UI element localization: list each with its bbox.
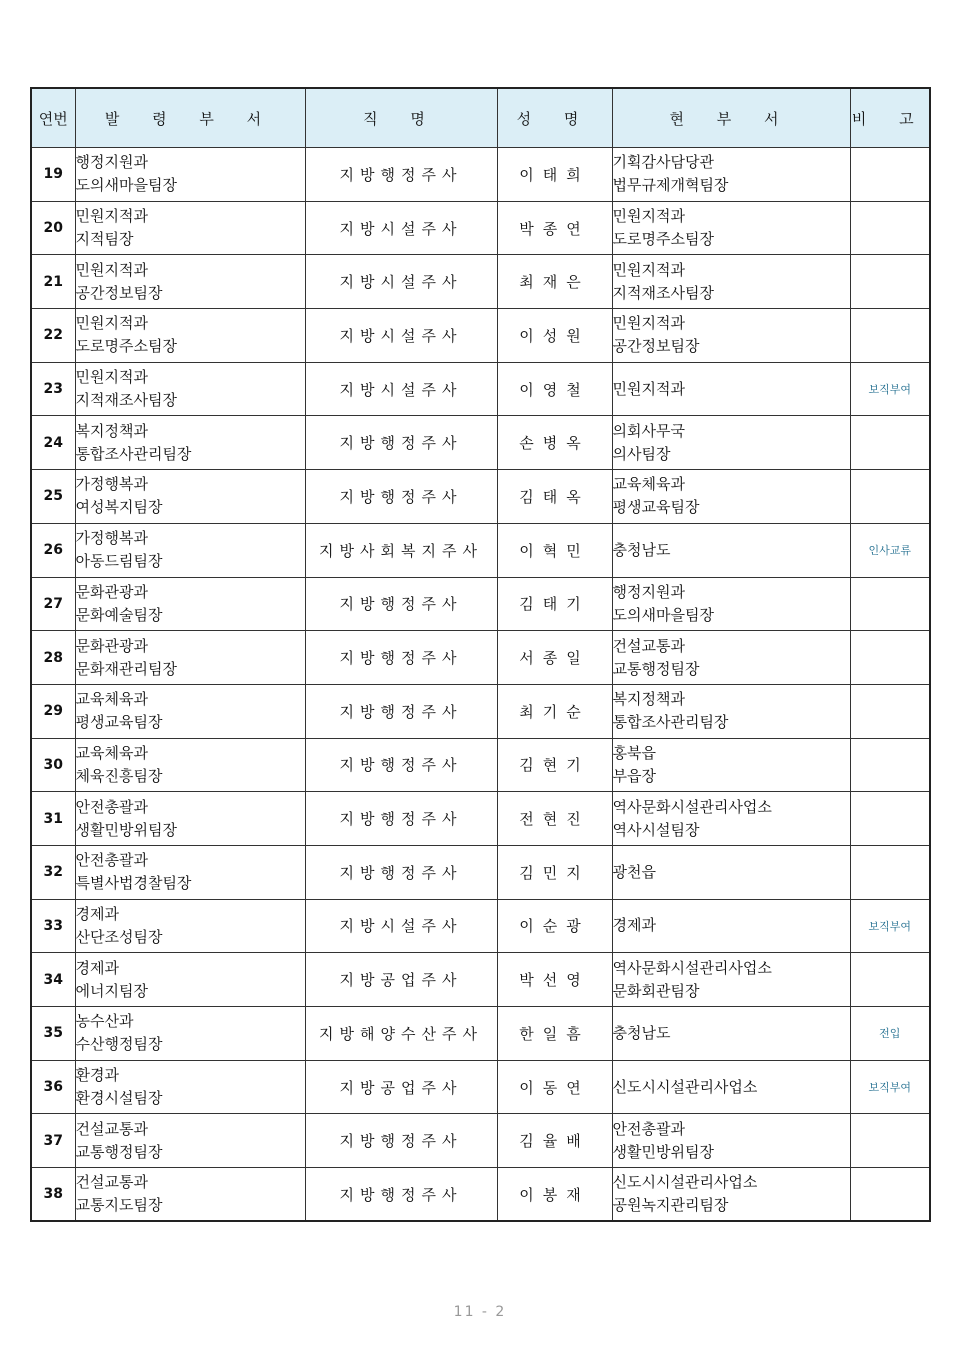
current-dept [612, 953, 850, 1007]
current-dept [612, 470, 850, 524]
rank: 지방시설주사 [305, 899, 497, 953]
header-rank: 직 명 [305, 88, 497, 148]
assigned-dept [75, 255, 305, 309]
rank: 지방해양수산주사 [305, 1007, 497, 1061]
note [850, 953, 930, 1007]
note: 인사교류 [850, 523, 930, 577]
row-number: 36 [31, 1060, 75, 1114]
assigned-dept-line2: 공간정보팀장 [75, 283, 163, 302]
rank: 지방행정주사 [305, 738, 497, 792]
row-number: 19 [31, 148, 75, 202]
row-number: 24 [31, 416, 75, 470]
current-dept-line1: 광천읍 [612, 862, 656, 881]
assigned-dept [75, 148, 305, 202]
rank: 지방사회복지주사 [305, 523, 497, 577]
current-dept [612, 148, 850, 202]
assigned-dept-line1: 교육체육과 [75, 743, 148, 762]
assigned-dept-line1: 건설교통과 [75, 1173, 148, 1192]
person-name: 최기순 [497, 684, 612, 738]
rank: 지방행정주사 [305, 631, 497, 685]
header-dept: 발 령 부 서 [75, 88, 305, 148]
rank: 지방공업주사 [305, 953, 497, 1007]
row-number: 28 [31, 631, 75, 685]
current-dept-line2: 부읍장 [612, 766, 656, 785]
table-row [31, 201, 930, 255]
table-row [31, 845, 930, 899]
person-name: 김현기 [497, 738, 612, 792]
table-row [31, 1007, 930, 1061]
assigned-dept-line1: 안전총괄과 [75, 797, 148, 816]
rank: 지방행정주사 [305, 470, 497, 524]
person-name: 이성원 [497, 309, 612, 363]
current-dept-line1: 기획감사담당관 [612, 153, 714, 172]
assigned-dept-line1: 가정행복과 [75, 475, 148, 494]
current-dept-line1: 역사문화시설관리사업소 [612, 958, 772, 977]
current-dept-line1: 민원지적과 [612, 260, 685, 279]
rank: 지방행정주사 [305, 1114, 497, 1168]
person-name: 김율배 [497, 1114, 612, 1168]
row-number: 31 [31, 792, 75, 846]
current-dept-line1: 복지정책과 [612, 690, 685, 709]
note: 보직부여 [850, 899, 930, 953]
rank: 지방행정주사 [305, 845, 497, 899]
current-dept-line2: 교통행정팀장 [612, 659, 700, 678]
table-row [31, 577, 930, 631]
current-dept [612, 631, 850, 685]
person-name: 박선영 [497, 953, 612, 1007]
person-name: 서종일 [497, 631, 612, 685]
current-dept [612, 792, 850, 846]
current-dept-line2: 법무규제개혁팀장 [612, 176, 729, 195]
table-row [31, 416, 930, 470]
assigned-dept-line2: 환경시설팀장 [75, 1089, 163, 1108]
row-number: 23 [31, 362, 75, 416]
current-dept-line2: 생활민방위팀장 [612, 1142, 714, 1161]
current-dept [612, 416, 850, 470]
current-dept [612, 845, 850, 899]
assigned-dept-line1: 민원지적과 [75, 260, 148, 279]
assigned-dept-line2: 생활민방위팀장 [75, 820, 177, 839]
assigned-dept-line2: 통합조사관리팀장 [75, 444, 192, 463]
current-dept-line2: 공간정보팀장 [612, 337, 700, 356]
note [850, 201, 930, 255]
current-dept [612, 1007, 850, 1061]
person-name: 이동연 [497, 1060, 612, 1114]
current-dept-line1: 신도시시설관리사업소 [612, 1077, 758, 1096]
current-dept [612, 362, 850, 416]
note: 보직부여 [850, 1060, 930, 1114]
table-row [31, 1168, 930, 1222]
assigned-dept [75, 738, 305, 792]
assigned-dept-line1: 건설교통과 [75, 1119, 148, 1138]
row-number: 20 [31, 201, 75, 255]
current-dept-line1: 충청남도 [612, 540, 671, 559]
current-dept-line1: 역사문화시설관리사업소 [612, 797, 772, 816]
assigned-dept-line1: 문화관광과 [75, 636, 148, 655]
rank: 지방행정주사 [305, 416, 497, 470]
person-name: 이태희 [497, 148, 612, 202]
rank: 지방행정주사 [305, 148, 497, 202]
assigned-dept-line1: 농수산과 [75, 1012, 134, 1031]
note [850, 577, 930, 631]
current-dept-line2: 공원녹지관리팀장 [612, 1196, 729, 1215]
current-dept-line2: 통합조사관리팀장 [612, 713, 729, 732]
row-number: 38 [31, 1168, 75, 1222]
rank: 지방행정주사 [305, 792, 497, 846]
rank: 지방행정주사 [305, 577, 497, 631]
current-dept-line2: 평생교육팀장 [612, 498, 700, 517]
note: 전입 [850, 1007, 930, 1061]
table-row [31, 362, 930, 416]
assigned-dept-line1: 교육체육과 [75, 690, 148, 709]
header-no: 연번 [31, 88, 75, 148]
assigned-dept-line2: 교통행정팀장 [75, 1142, 163, 1161]
assigned-dept-line2: 산단조성팀장 [75, 927, 163, 946]
assigned-dept-line2: 도의새마을팀장 [75, 176, 177, 195]
table-row [31, 631, 930, 685]
table-row [31, 309, 930, 363]
table-row [31, 1060, 930, 1114]
table-row [31, 148, 930, 202]
table-row [31, 792, 930, 846]
assigned-dept-line1: 경제과 [75, 958, 119, 977]
person-name: 이순광 [497, 899, 612, 953]
current-dept [612, 899, 850, 953]
table-row [31, 738, 930, 792]
table-row [31, 1114, 930, 1168]
note [850, 684, 930, 738]
person-name: 전현진 [497, 792, 612, 846]
assigned-dept-line1: 경제과 [75, 904, 119, 923]
note [850, 631, 930, 685]
note [850, 1114, 930, 1168]
header-name: 성 명 [497, 88, 612, 148]
assigned-dept-line2: 지적재조사팀장 [75, 391, 177, 410]
assigned-dept-line2: 수산행정팀장 [75, 1035, 163, 1054]
person-name: 최재은 [497, 255, 612, 309]
row-number: 25 [31, 470, 75, 524]
note [850, 416, 930, 470]
row-number: 37 [31, 1114, 75, 1168]
rank: 지방행정주사 [305, 1168, 497, 1222]
row-number: 35 [31, 1007, 75, 1061]
current-dept [612, 1168, 850, 1222]
rank: 지방행정주사 [305, 684, 497, 738]
current-dept-line2: 의사팀장 [612, 444, 671, 463]
person-name: 이봉재 [497, 1168, 612, 1222]
assigned-dept-line2: 에너지팀장 [75, 981, 148, 1000]
current-dept-line2: 지적재조사팀장 [612, 283, 714, 302]
assigned-dept [75, 631, 305, 685]
assigned-dept-line1: 행정지원과 [75, 153, 148, 172]
assigned-dept-line2: 교통지도팀장 [75, 1196, 163, 1215]
assigned-dept-line1: 환경과 [75, 1066, 119, 1085]
assigned-dept-line2: 특별사법경찰팀장 [75, 874, 192, 893]
current-dept-line1: 신도시시설관리사업소 [612, 1173, 758, 1192]
assigned-dept-line2: 체육진흥팀장 [75, 766, 163, 785]
assigned-dept [75, 201, 305, 255]
current-dept [612, 201, 850, 255]
assigned-dept-line1: 민원지적과 [75, 207, 148, 226]
rank: 지방시설주사 [305, 309, 497, 363]
note [850, 309, 930, 363]
current-dept-line2: 역사시설팀장 [612, 820, 700, 839]
current-dept-line1: 경제과 [612, 916, 656, 935]
assigned-dept [75, 309, 305, 363]
assigned-dept [75, 1060, 305, 1114]
assigned-dept [75, 953, 305, 1007]
assigned-dept-line1: 문화관광과 [75, 582, 148, 601]
assigned-dept-line2: 지적팀장 [75, 230, 134, 249]
person-name: 한일흠 [497, 1007, 612, 1061]
page-number: 11 - 2 [453, 1304, 507, 1320]
current-dept-line1: 건설교통과 [612, 636, 685, 655]
current-dept [612, 1060, 850, 1114]
current-dept-line2: 문화회관팀장 [612, 981, 700, 1000]
current-dept-line1: 충청남도 [612, 1023, 671, 1042]
row-number: 27 [31, 577, 75, 631]
current-dept-line1: 안전총괄과 [612, 1119, 685, 1138]
assigned-dept-line2: 여성복지팀장 [75, 498, 163, 517]
person-name: 손병옥 [497, 416, 612, 470]
assigned-dept [75, 792, 305, 846]
current-dept-line2: 도로명주소팀장 [612, 230, 714, 249]
rank: 지방시설주사 [305, 362, 497, 416]
person-name: 박종연 [497, 201, 612, 255]
note [850, 792, 930, 846]
assigned-dept-line2: 문화재관리팀장 [75, 659, 177, 678]
current-dept [612, 577, 850, 631]
person-name: 김태옥 [497, 470, 612, 524]
assigned-dept [75, 416, 305, 470]
rank: 지방시설주사 [305, 201, 497, 255]
row-number: 26 [31, 523, 75, 577]
header-current: 현 부 서 [612, 88, 850, 148]
table-row [31, 255, 930, 309]
note: 보직부여 [850, 362, 930, 416]
rank: 지방시설주사 [305, 255, 497, 309]
note [850, 1168, 930, 1222]
header-note: 비 고 [850, 88, 930, 148]
assigned-dept-line1: 민원지적과 [75, 314, 148, 333]
current-dept-line1: 행정지원과 [612, 582, 685, 601]
assigned-dept [75, 1168, 305, 1222]
current-dept-line1: 민원지적과 [612, 379, 685, 398]
row-number: 22 [31, 309, 75, 363]
person-name: 이혁민 [497, 523, 612, 577]
assigned-dept-line1: 복지정책과 [75, 421, 148, 440]
assigned-dept-line1: 민원지적과 [75, 368, 148, 387]
table-body [31, 148, 930, 1222]
current-dept-line1: 민원지적과 [612, 207, 685, 226]
table-row [31, 899, 930, 953]
current-dept-line1: 민원지적과 [612, 314, 685, 333]
row-number: 30 [31, 738, 75, 792]
table-header [31, 88, 930, 148]
assigned-dept [75, 1007, 305, 1061]
assigned-dept-line1: 가정행복과 [75, 529, 148, 548]
note [850, 738, 930, 792]
row-number: 33 [31, 899, 75, 953]
table-row [31, 523, 930, 577]
table-row [31, 953, 930, 1007]
personnel-table [30, 87, 931, 1222]
row-number: 21 [31, 255, 75, 309]
assigned-dept [75, 470, 305, 524]
person-name: 이영철 [497, 362, 612, 416]
table-row [31, 684, 930, 738]
current-dept [612, 523, 850, 577]
person-name: 김태기 [497, 577, 612, 631]
assigned-dept-line1: 안전총괄과 [75, 851, 148, 870]
row-number: 29 [31, 684, 75, 738]
assigned-dept [75, 577, 305, 631]
assigned-dept [75, 899, 305, 953]
note [850, 845, 930, 899]
current-dept-line2: 도의새마을팀장 [612, 605, 714, 624]
assigned-dept-line2: 아동드림팀장 [75, 552, 163, 571]
assigned-dept-line2: 평생교육팀장 [75, 713, 163, 732]
current-dept [612, 738, 850, 792]
assigned-dept [75, 1114, 305, 1168]
current-dept [612, 684, 850, 738]
note [850, 148, 930, 202]
current-dept [612, 1114, 850, 1168]
person-name: 김민지 [497, 845, 612, 899]
assigned-dept-line2: 문화예술팀장 [75, 605, 163, 624]
row-number: 32 [31, 845, 75, 899]
assigned-dept [75, 523, 305, 577]
assigned-dept-line2: 도로명주소팀장 [75, 337, 177, 356]
note [850, 470, 930, 524]
rank: 지방공업주사 [305, 1060, 497, 1114]
current-dept-line1: 의회사무국 [612, 421, 685, 440]
current-dept-line1: 교육체육과 [612, 475, 685, 494]
assigned-dept [75, 845, 305, 899]
assigned-dept [75, 362, 305, 416]
table-row [31, 470, 930, 524]
current-dept [612, 309, 850, 363]
current-dept [612, 255, 850, 309]
assigned-dept [75, 684, 305, 738]
note [850, 255, 930, 309]
row-number: 34 [31, 953, 75, 1007]
current-dept-line1: 홍북읍 [612, 743, 656, 762]
